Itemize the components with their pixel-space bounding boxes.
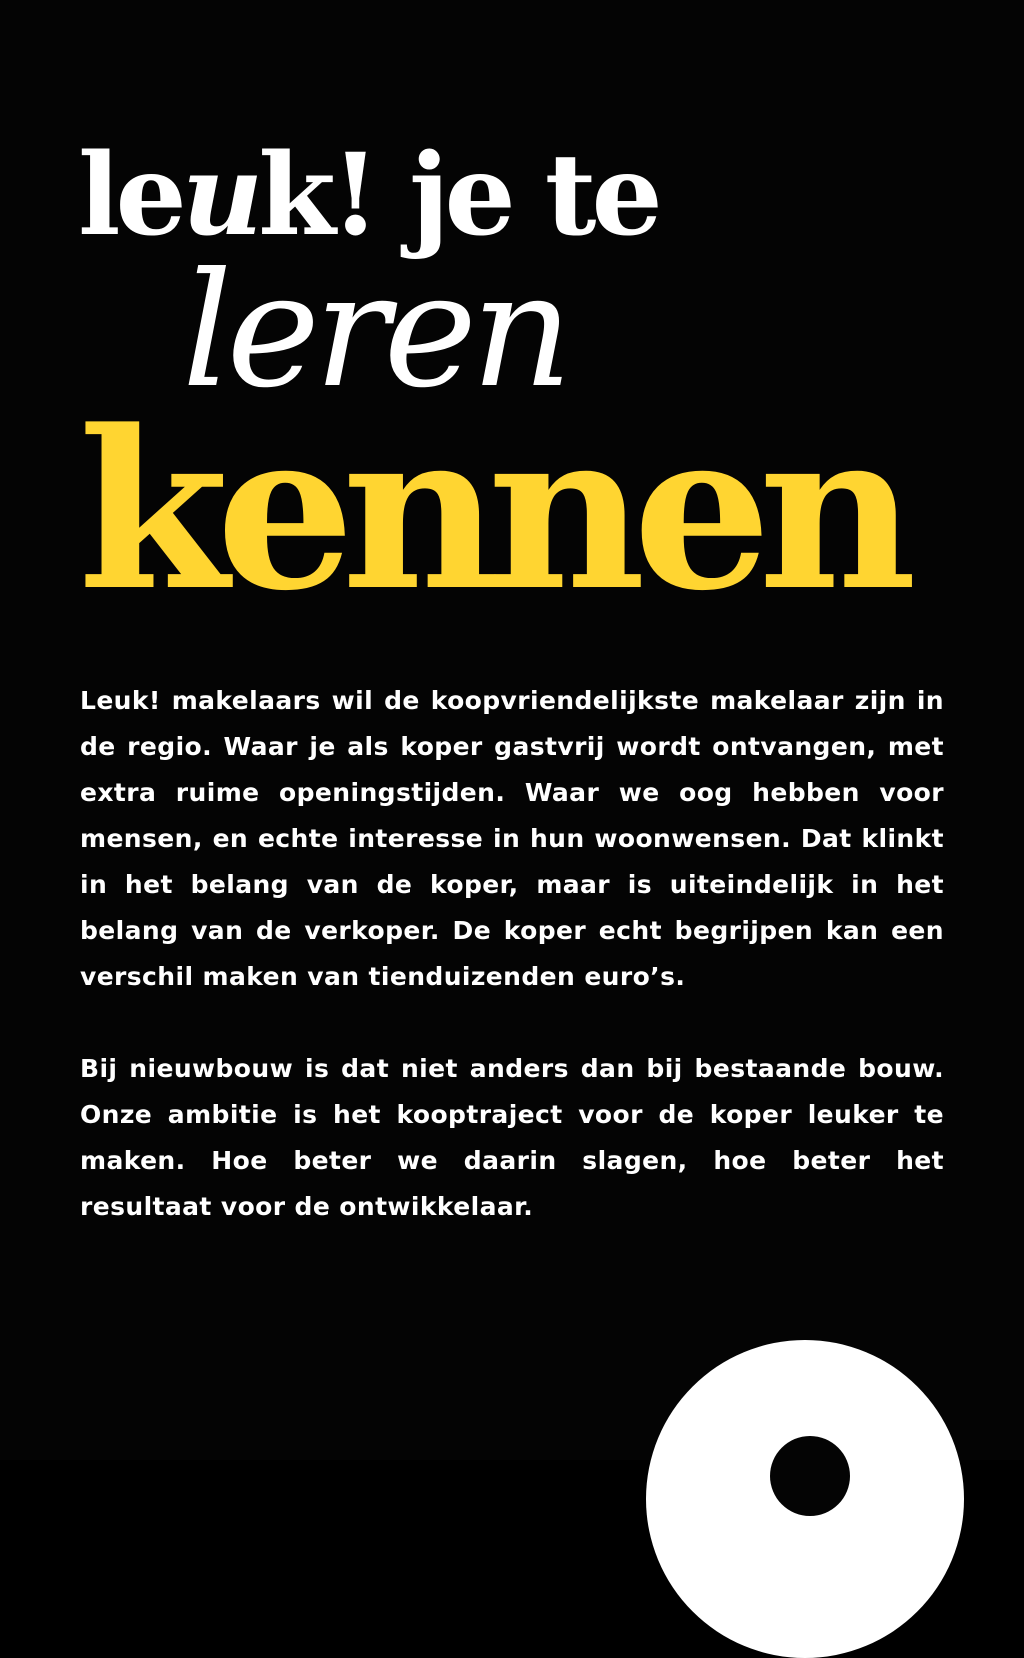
headline-line-1 <box>78 130 658 261</box>
headline-line-2: leren <box>182 239 567 423</box>
circle-cutout <box>770 1436 850 1516</box>
body-text <box>80 678 944 1276</box>
paragraph-2: Bij nieuwbouw is dat niet anders dan bij bestaande bouw. Onze ambitie is het kooptraject voor de koper leuker te maken. Hoe beter we daarin slagen, hoe beter het resultaat voor de ontwikkelaar. <box>80 1054 944 1221</box>
headline-line-3: kennen <box>78 383 904 639</box>
headline-line-1-start: le <box>78 130 182 261</box>
partial-circle-graphic-icon <box>646 1340 964 1658</box>
paragraph-1: Leuk! makelaars wil de koopvriendelijkste makelaar zijn in de regio. Waar je als koper gastvrij wordt ontvangen, met extra ruime openingstijden. Waar we oog hebben voor mensen, en echte interesse in hun woonwensen. Dat klinkt in het belang van de koper, maar is uiteindelijk in het belang van de verkoper. De koper echt begrijpen kan een verschil maken van tienduizenden euro’s. <box>80 686 944 991</box>
headline-line-1-italic: u <box>181 130 259 261</box>
headline-line-1-end: k! je te <box>258 130 658 261</box>
